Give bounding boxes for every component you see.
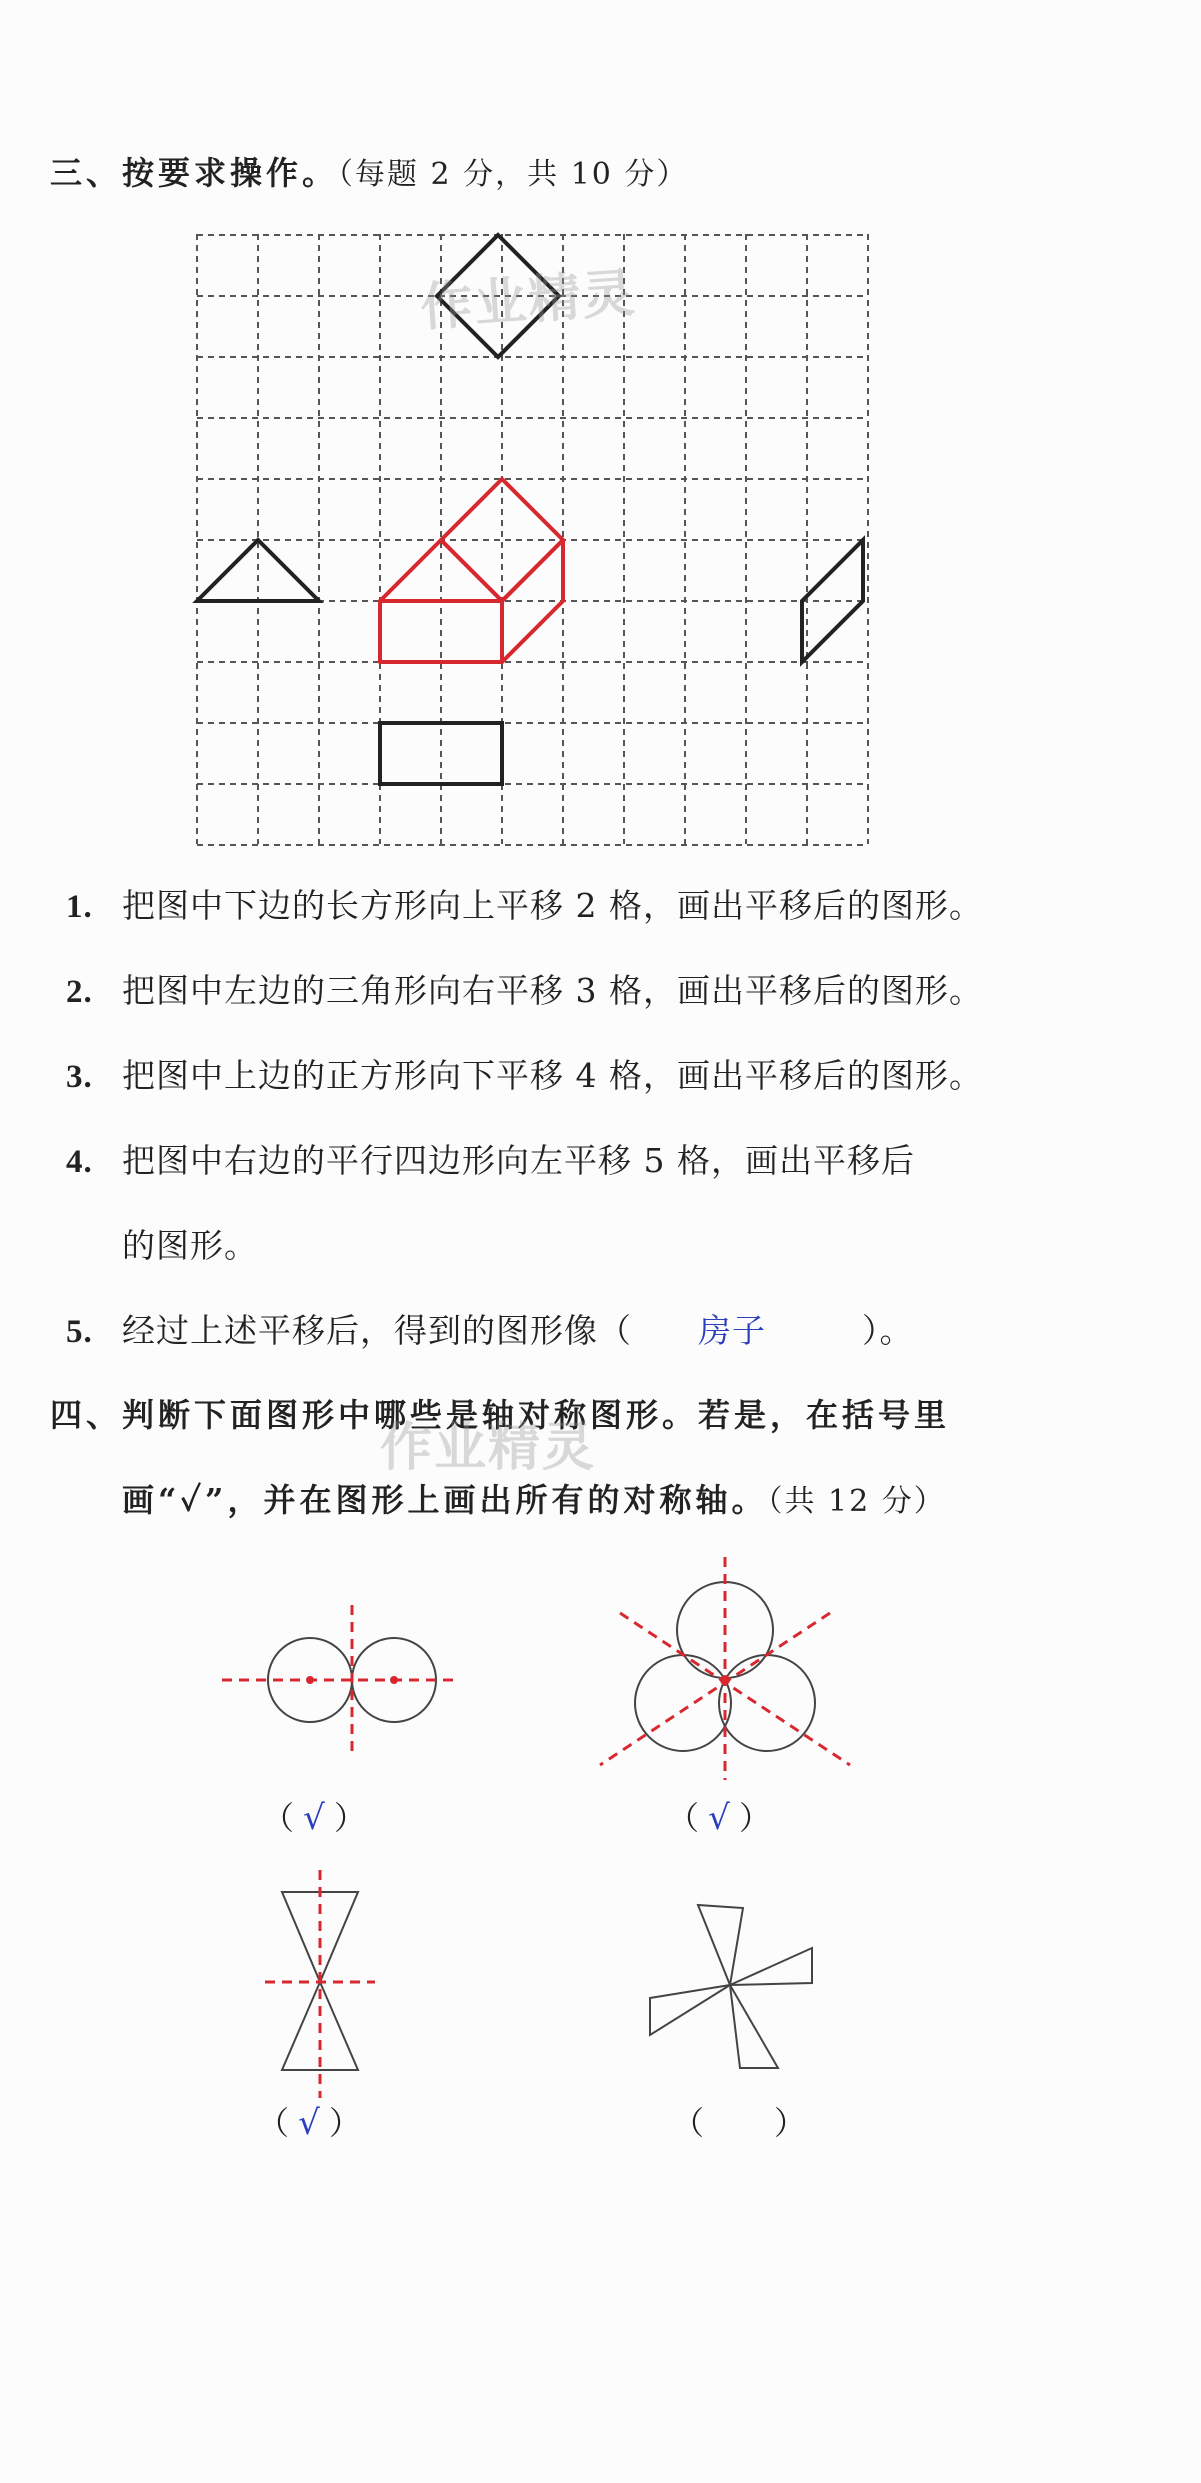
question-5-text-after: ）。 (862, 1311, 914, 1350)
watermark-top: 作业精灵 (418, 263, 639, 339)
figure-pinwheel (640, 1905, 840, 2075)
question-4-number: 4. (66, 1144, 93, 1180)
question-3 (66, 1050, 983, 1097)
question-4 (66, 1135, 915, 1182)
translated-house-shape (380, 479, 563, 662)
question-3-number: 3. (66, 1059, 93, 1095)
figure-two-circles (220, 1555, 460, 1765)
question-5-number: 5. (66, 1314, 93, 1350)
question-2-number: 2. (66, 974, 93, 1010)
figure-hourglass (260, 1870, 380, 2100)
section-4-title-line2: 画“✓”，并在图形上画出所有的对称轴。 (122, 1481, 768, 1519)
question-1-number: 1. (66, 889, 93, 925)
watermark-middle: 作业精灵 (380, 1418, 597, 1478)
three-symmetry-axes (600, 1557, 850, 1780)
answer-paren-3[interactable]: （ √ ） (257, 2103, 362, 2143)
question-3-text: 把图中上边的正方形向下平移 4 格，画出平移后的图形。 (122, 1056, 983, 1095)
section-4-heading-line1: 四、判断下面图形中哪些是轴对称图形。若是，在括号里 (50, 1396, 951, 1434)
question-5 (66, 1305, 914, 1352)
answer-paren-2[interactable]: （ √ ） (667, 1798, 772, 1838)
right-parallelogram-shape (802, 540, 863, 662)
question-5-answer: 房子 (698, 1311, 766, 1350)
translated-square (441, 479, 563, 601)
section-4-heading-line2 (122, 1475, 946, 1521)
figure-three-circles (600, 1555, 860, 1795)
question-2-text: 把图中左边的三角形向右平移 3 格，画出平移后的图形。 (122, 971, 983, 1010)
answer-mark-2: √ (708, 1798, 730, 1838)
question-5-text-before: 经过上述平移后，得到的图形像（ (122, 1311, 632, 1350)
question-1 (66, 880, 983, 927)
section-3-title: 三、按要求操作。 (50, 154, 339, 192)
section-3-heading (50, 148, 688, 194)
section-4-score: （共 12 分） (767, 1484, 946, 1519)
question-4-text: 把图中右边的平行四边形向左平移 5 格，画出平移后 (122, 1141, 915, 1180)
question-2 (66, 965, 983, 1012)
answer-paren-1[interactable]: （ √ ） (262, 1798, 367, 1838)
answer-paren-4[interactable]: （ ） (672, 2104, 807, 2142)
question-1-text: 把图中下边的长方形向上平移 2 格，画出平移后的图形。 (122, 886, 983, 925)
question-4-continuation: 的图形。 (122, 1226, 258, 1265)
answer-mark-1: √ (303, 1798, 325, 1838)
answer-mark-3: √ (298, 2103, 320, 2143)
section-3-score: （每题 2 分，共 10 分） (338, 157, 689, 192)
